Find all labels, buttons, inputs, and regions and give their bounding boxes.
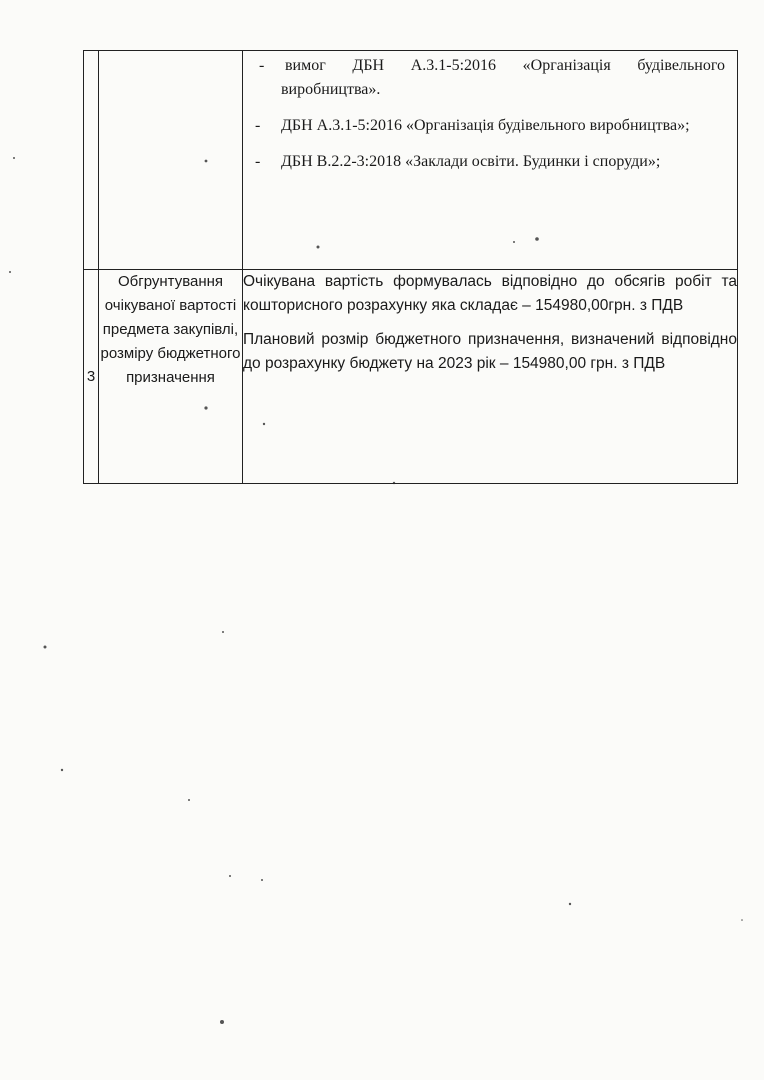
requirement-text: вимог ДБН А.3.1-5:2016 «Організація будівельного виробництва». — [281, 57, 725, 98]
requirements-list — [243, 51, 737, 174]
list-dash: - — [255, 153, 261, 170]
requirement-text: ДБН А.3.1-5:2016 «Організація будівельного виробництва»; — [281, 117, 690, 134]
requirement-text: ДБН В.2.2-3:2018 «Заклади освіти. Будинки і споруди»; — [281, 153, 661, 170]
table-row — [84, 270, 738, 484]
list-item — [259, 54, 725, 102]
budget-paragraph: Плановий розмір бюджетного призначення, визначений відповідно до розрахунку бюджету на 2023 рік – 154980,00 грн. з ПДВ — [243, 331, 737, 372]
list-dash: - — [259, 57, 265, 74]
justification-cell — [243, 270, 738, 484]
justification-label: Обгрунтування очікуваної вартості предмета закупівлі, розміру бюджетного призначення — [99, 270, 243, 484]
list-item — [255, 114, 725, 138]
list-dash: - — [255, 117, 261, 134]
document-table — [83, 50, 738, 484]
table-row — [84, 51, 738, 270]
requirements-cell — [243, 51, 738, 270]
row-number-cell — [84, 51, 99, 270]
expected-cost-paragraph: Очікувана вартість формувалась відповідно до обсягів робіт та кошторисного розрахунку яка складає – 154980,00грн. з ПДВ — [243, 273, 737, 314]
row-label-cell — [99, 51, 243, 270]
list-item — [255, 150, 725, 174]
row-number-cell: 3 — [84, 270, 99, 484]
